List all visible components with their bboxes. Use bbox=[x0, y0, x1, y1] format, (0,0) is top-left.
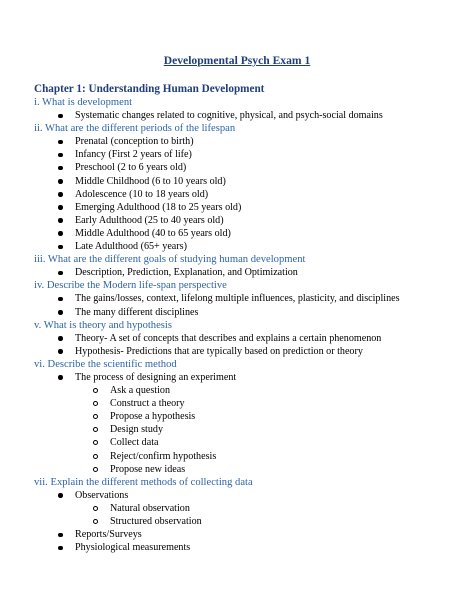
list-item bbox=[34, 227, 460, 240]
hollow-bullet-icon bbox=[93, 515, 110, 528]
bullet-icon bbox=[58, 266, 75, 279]
hollow-bullet-icon bbox=[93, 450, 110, 463]
bullet-icon bbox=[58, 332, 75, 345]
bullet-icon bbox=[58, 175, 75, 188]
list-item-text: Construct a theory bbox=[110, 398, 185, 410]
list-item bbox=[34, 214, 460, 227]
list-item-text: Infancy (First 2 years of life) bbox=[75, 149, 192, 161]
list-item-text: Reject/confirm hypothesis bbox=[110, 450, 217, 462]
list-item bbox=[34, 528, 460, 541]
section-question: iii. What are the different goals of studying human development bbox=[34, 254, 306, 266]
list-item-text: Physiological measurements bbox=[75, 542, 191, 554]
list-item-text: Hypothesis- Predictions that are typically based on prediction or theory bbox=[75, 345, 363, 357]
bullet-icon bbox=[58, 371, 75, 384]
list-item-text: Natural observation bbox=[110, 502, 190, 514]
list-item-text: Middle Adulthood (40 to 65 years old) bbox=[75, 227, 231, 239]
hollow-bullet-icon bbox=[93, 397, 110, 410]
list-item-text: Middle Childhood (6 to 10 years old) bbox=[75, 175, 226, 187]
sub-list-item bbox=[34, 436, 460, 449]
bullet-icon bbox=[58, 214, 75, 227]
hollow-bullet-icon bbox=[93, 436, 110, 449]
list-item-text: The gains/losses, context, lifelong multiple influences, plasticity, and disciplines bbox=[75, 293, 400, 305]
hollow-bullet-icon bbox=[93, 384, 110, 397]
list-item bbox=[34, 148, 460, 161]
hollow-bullet-icon bbox=[93, 410, 110, 423]
bullet-icon bbox=[58, 227, 75, 240]
sub-list-item bbox=[34, 423, 460, 436]
bullet-icon bbox=[58, 240, 75, 253]
list-item-text: Collect data bbox=[110, 437, 159, 449]
list-item-text: Early Adulthood (25 to 40 years old) bbox=[75, 214, 224, 226]
bullet-icon bbox=[58, 306, 75, 319]
bullet-icon bbox=[58, 188, 75, 201]
bullet-icon bbox=[58, 135, 75, 148]
list-item bbox=[34, 175, 460, 188]
bullet-icon bbox=[58, 148, 75, 161]
list-item-text: The process of designing an experiment bbox=[75, 371, 237, 383]
bullet-icon bbox=[58, 541, 75, 554]
section-question: i. What is development bbox=[34, 97, 133, 108]
list-item-text: Structured observation bbox=[110, 516, 202, 527]
list-item-text: Reports/Surveys bbox=[75, 529, 142, 541]
bullet-icon bbox=[58, 161, 75, 174]
sub-list-item bbox=[34, 384, 460, 397]
list-item bbox=[34, 201, 460, 214]
section-question: vi. Describe the scientific method bbox=[34, 358, 177, 370]
sub-list-item bbox=[34, 463, 460, 476]
list-item-text: Preschool (2 to 6 years old) bbox=[75, 162, 187, 174]
section-question: iv. Describe the Modern life-span perspective bbox=[34, 280, 227, 292]
list-item bbox=[34, 371, 460, 384]
list-item bbox=[34, 541, 460, 554]
list-item bbox=[34, 161, 460, 174]
hollow-bullet-icon bbox=[93, 463, 110, 476]
hollow-bullet-icon bbox=[93, 423, 110, 436]
list-item bbox=[34, 292, 460, 305]
list-item bbox=[34, 109, 460, 122]
list-item bbox=[34, 135, 460, 148]
list-item-text: Theory- A set of concepts that describes and explains a certain phenomenon bbox=[75, 332, 382, 344]
list-item-text: The many different disciplines bbox=[75, 306, 199, 318]
document-body bbox=[34, 96, 460, 554]
list-item bbox=[34, 332, 460, 345]
sub-list-item bbox=[34, 515, 460, 528]
bullet-icon bbox=[58, 292, 75, 305]
list-item bbox=[34, 240, 460, 253]
section-question: ii. What are the different periods of the lifespan bbox=[34, 123, 236, 135]
sub-list-item bbox=[34, 450, 460, 463]
hollow-bullet-icon bbox=[93, 502, 110, 515]
bullet-icon bbox=[58, 489, 75, 502]
list-item-text: Systematic changes related to cognitive, physical, and psych-social domains bbox=[75, 110, 383, 122]
list-item-text: Ask a question bbox=[110, 385, 170, 397]
list-item bbox=[34, 489, 460, 502]
sub-list-item bbox=[34, 410, 460, 423]
list-item-text: Design study bbox=[110, 424, 163, 436]
bullet-icon bbox=[58, 345, 75, 358]
list-item-text: Emerging Adulthood (18 to 25 years old) bbox=[75, 201, 242, 213]
document-title: Developmental Psych Exam 1 bbox=[163, 54, 311, 67]
section-question: v. What is theory and hypothesis bbox=[34, 319, 172, 331]
list-item-text: Propose new ideas bbox=[110, 463, 186, 475]
section-question: vii. Explain the different methods of collecting data bbox=[34, 476, 253, 488]
list-item-text: Late Adulthood (65+ years) bbox=[75, 241, 187, 253]
list-item-text: Adolescence (10 to 18 years old) bbox=[75, 188, 209, 200]
bullet-icon bbox=[58, 109, 75, 122]
list-item bbox=[34, 266, 460, 279]
list-item bbox=[34, 188, 460, 201]
list-item bbox=[34, 306, 460, 319]
list-item-text: Prenatal (conception to birth) bbox=[75, 136, 194, 148]
list-item-text: Description, Prediction, Explanation, and Optimization bbox=[75, 267, 298, 279]
chapter-heading: Chapter 1: Understanding Human Development bbox=[34, 83, 265, 95]
list-item-text: Observations bbox=[75, 489, 129, 501]
bullet-icon bbox=[58, 201, 75, 214]
sub-list-item bbox=[34, 502, 460, 515]
bullet-icon bbox=[58, 528, 75, 541]
sub-list-item bbox=[34, 397, 460, 410]
list-item-text: Propose a hypothesis bbox=[110, 411, 196, 423]
list-item bbox=[34, 345, 460, 358]
